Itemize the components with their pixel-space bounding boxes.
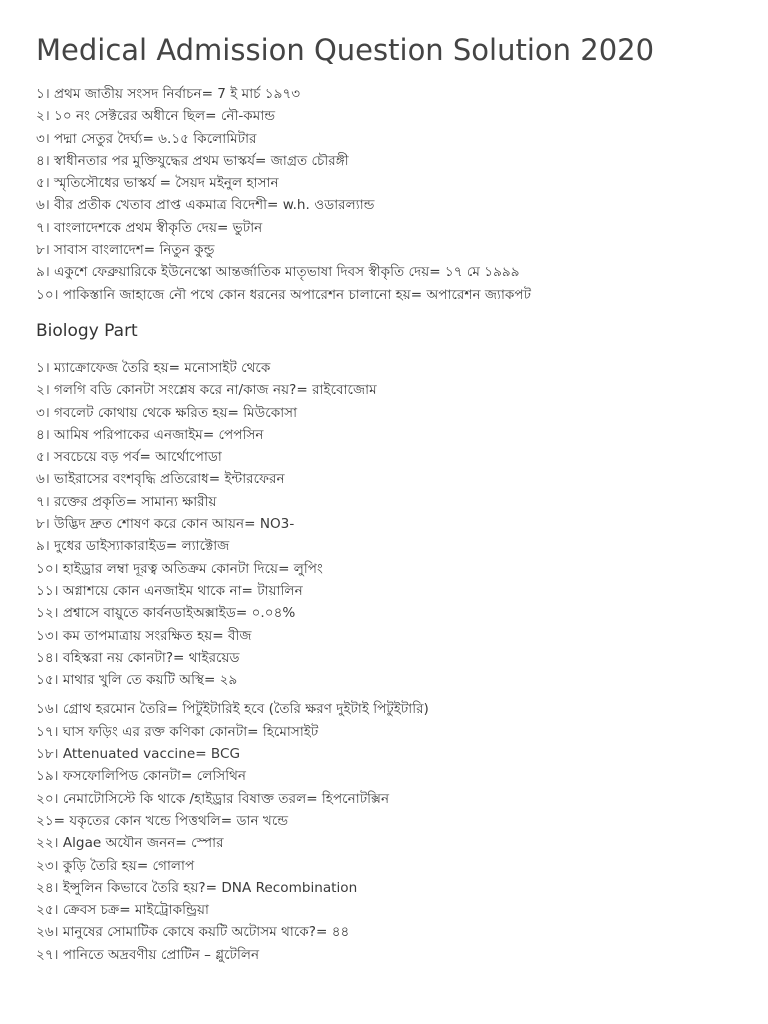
list-item: ১৬। গ্রোথ হরমোন তৈরি= পিটুইটারিই হবে (তৈরি ক্ষরণ দুইটাই পিটুইটারি) [36,701,429,718]
list-item: ৩। পদ্মা সেতুর দৈর্ঘ্য= ৬.১৫ কিলোমিটার [36,130,257,147]
list-item: ৫। সবচেয়ে বড় পর্ব= আর্থোপোডা [36,449,222,466]
list-item: ১৯। ফসফোলিপিড কোনটা= লেসিথিন [36,768,246,785]
list-item: ৭। রক্তের প্রকৃতি= সামান্য ক্ষারীয় [36,493,217,510]
list-item: ৭। বাংলাদেশকে প্রথম স্বীকৃতি দেয়= ভুটান [36,219,263,236]
biology-question-list-part-1 [36,357,748,691]
list-item: ৪। স্বাধীনতার পর মুক্তিযুদ্ধের প্রথম ভাস্কর্য= জাগ্রত চৌরঙ্গী [36,152,349,169]
list-item: ২২। Algae অযৌন জনন= স্পোর [36,835,224,852]
list-item: ২৭। পানিতে অদ্রবণীয় প্রোটিন – গ্লুটেলিন [36,946,260,963]
list-item: ৫। স্মৃতিসৌধের ভাস্কর্য = সৈয়দ মইনুল হাসান [36,175,279,192]
list-item: ১। প্রথম জাতীয় সংসদ নির্বাচন= 7 ই মার্চ ১৯৭৩ [36,86,301,102]
list-item: ৯। দুধের ডাইস্যাকারাইড= ল্যাক্টোজ [36,538,230,555]
list-item: ২। ১০ নং সেক্টরের অধীনে ছিল= নৌ-কমান্ড [36,108,276,125]
list-item: ৪। আমিষ পরিপাকের এনজাইম= পেপসিন [36,426,264,443]
list-item: ৮। উদ্ভিদ দ্রুত শোষণ করে কোন আয়ন= NO3- [36,516,295,533]
section-heading-biology: Biology Part [36,320,138,341]
list-item: ৯। একুশে ফেব্রুয়ারিকে ইউনেস্কো আন্তর্জাতিক মাতৃভাষা দিবস স্বীকৃতি দেয়= ১৭ মে ১৯৯৯ [36,264,520,281]
list-item: ২। গলগি বডি কোনটা সংশ্লেষ করে না/কাজ নয়?= রাইবোজোম [36,382,377,399]
paragraph-gap [36,691,748,698]
biology-question-list-part-2 [36,698,748,966]
list-item: ৩। গবলেট কোথায় থেকে ক্ষরিত হয়= মিউকোসা [36,404,298,421]
list-item: ৮। সাবাস বাংলাদেশ= নিতুন কুন্ডু [36,242,215,259]
list-item: ১২। প্রশ্বাসে বায়ুতে কার্বনডাইঅক্সাইড= ০.০৪% [36,605,296,622]
list-item: ১৩। কম তাপমাত্রায় সংরক্ষিত হয়= বীজ [36,627,252,644]
list-item: ১। ম্যাক্রোফেজ তৈরি হয়= মনোসাইট থেকে [36,359,271,376]
list-item: ১০। পাকিস্তানি জাহাজে নৌ পথে কোন ধরনের অপারেশন চালানো হয়= অপারেশন জ্যাকপট [36,286,532,303]
general-question-list [36,83,748,306]
list-item: ২১= যকৃতের কোন খন্ডে পিত্তথলি= ডান খন্ডে [36,812,289,829]
list-item: ৬। ভাইরাসের বংশবৃদ্ধি প্রতিরোধ= ইন্টারফেরন [36,471,285,488]
list-item: ১৪। বহিস্করা নয় কোনটা?= থাইরয়েড [36,649,240,666]
list-item: ১৫। মাথার খুলি তে কয়টি অস্থি= ২৯ [36,672,238,689]
list-item: ১৭। ঘাস ফড়িং এর রক্ত কণিকা কোনটা= হিমোসাইট [36,723,319,740]
list-item: ৬। বীর প্রতীক খেতাব প্রাপ্ত একমাত্র বিদেশী= w.h. ওডারল্যান্ড [36,197,375,214]
list-item: ১০। হাইড্রার লম্বা দূরত্ব অতিক্রম কোনটা দিয়ে= লুপিং [36,560,323,577]
document-body [36,30,748,966]
page-title: Medical Admission Question Solution 2020 [36,33,655,67]
list-item: ২০। নেমাটোসিস্টে কি থাকে /হাইড্রার বিষাক্ত তরল= হিপনোটক্সিন [36,790,390,807]
list-item: ২৪। ইন্সুলিন কিভাবে তৈরি হয়?= DNA Recombination [36,879,358,896]
list-item: ২৬। মানুষের সোমাটিক কোষে কয়টি অটোসম থাকে?= ৪৪ [36,924,350,941]
list-item: ১১। অগ্নাশয়ে কোন এনজাইম থাকে না= টায়ালিন [36,582,303,599]
list-item: ২৫। ক্রেবস চক্র= মাইট্রোকন্ড্রিয়া [36,902,209,919]
list-item: ২৩। কুড়ি তৈরি হয়= গোলাপ [36,857,195,874]
list-item: ১৮। Attenuated vaccine= BCG [36,746,241,763]
